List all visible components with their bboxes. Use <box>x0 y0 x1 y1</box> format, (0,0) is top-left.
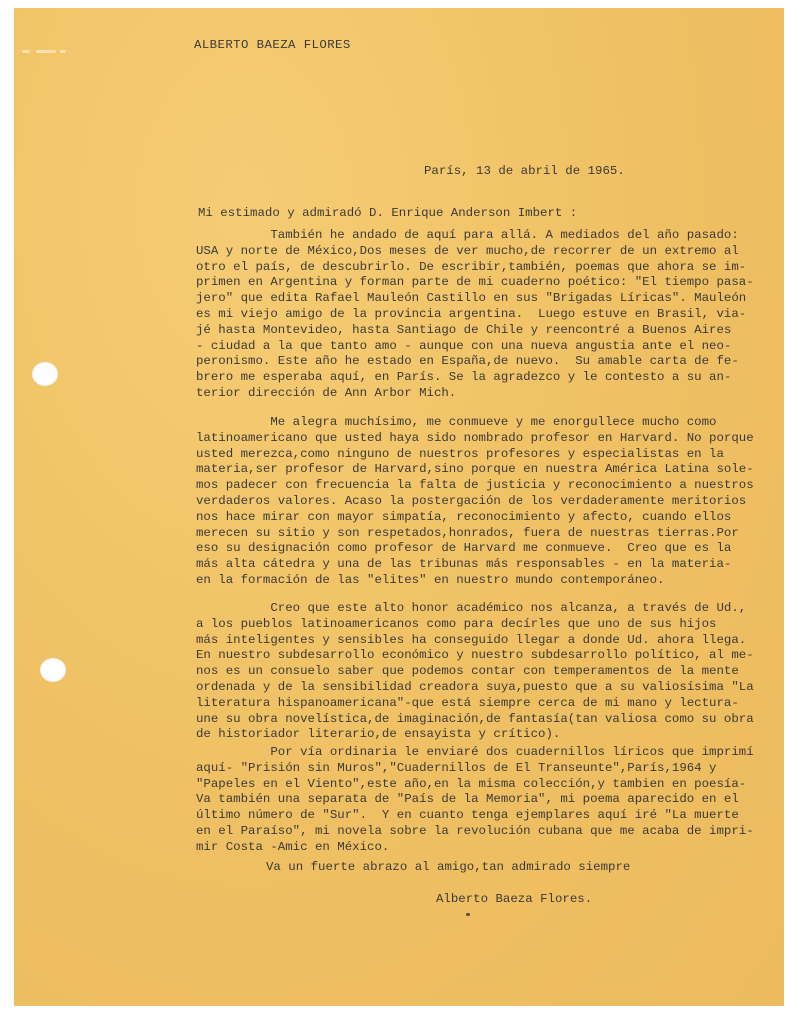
salutation: Mi estimado y admiradó D. Enrique Anderson Imbert : <box>198 206 578 220</box>
dateline: París, 13 de abril de 1965. <box>424 164 625 178</box>
paragraph-books: Por vía ordinaria le enviaré dos cuadernillos líricos que imprimí aquí- "Prisión sin Muros","Cuadernillos de El Transeunte",París,1964 y "Papeles en el Viento",este año,en la misma colección,y tambien en poesía- Va también una separata de "País de la Memoria", mi poema aparecido en el último número de "Sur". Y en cuanto tenga ejemplares aquí iré "La muerte en el Paraíso", mi novela sobre la revolución cubana que me acaba de impri- mir Costa -Amic en México. <box>196 745 754 854</box>
letter-page <box>14 8 784 1006</box>
paragraph-travels: También he andado de aquí para allá. A mediados del año pasado: USA y norte de México,Dos meses de ver mucho,de recorrer de un extremo al otro el país, de descubrirlo. De escribir,también, poemas que ahora se im- primen en Argentina y forman parte de mi cuaderno poético: "El tiempo pasa- jero" que edita Rafael Mauleón Castillo en sus "Brigadas Líricas". Mauleón es mi viejo amigo de la provincia argentina. Luego estuve en Brasil, via- jé hasta Montevideo, hasta Santiago de Chile y reencontré a Buenos Aires - ciudad a la que tanto amo - aunque con una nueva angustia ante el neo- peronismo. Este año he estado en España,de nuevo. Su amable carta de fe- brero me esperaba aquí, en París. Se la agradezco y le contesto a su an- terior dirección de Ann Arbor Mich. <box>196 228 754 400</box>
signature: Alberto Baeza Flores. <box>436 892 593 906</box>
letterhead: ALBERTO BAEZA FLORES <box>194 38 351 52</box>
closing-line: Va un fuerte abrazo al amigo,tan admirado siempre <box>266 860 631 874</box>
punch-hole-upper <box>32 362 58 386</box>
paragraph-honor: Creo que este alto honor académico nos alcanza, a través de Ud., a los pueblos latinoamericanos como para decírles que uno de sus hijos más inteligentes y sensibles ha conseguido llegar a donde Ud. ahora llega. En nuestro subdesarrollo económico y nuestro subdesarrollo político, al me- nos es un consuelo saber que podemos contar con temperamentos de la mente ordenada y de la sensibilidad creadora suya,puesto que a su valiosísima "La literatura hispanoamericana"-que está siempre cerca de mi mano y lectura- une su obra novelística,de imaginación,de fantasía(tan valiosa como su obra de historiador literario,de ensayista y crítico). <box>196 601 754 742</box>
paragraph-harvard: Me alegra muchísimo, me conmueve y me enorgullece mucho como latinoamericano que usted haya sido nombrado profesor en Harvard. No porque usted merezca,como ninguno de nuestros profesores y especialistas en la materia,ser profesor de Harvard,sino porque en nuestra América Latina sole- mos padecer con frecuencia la falta de justicia y reconocimiento a nuestros verdaderos valores. Acaso la postergación de los verdaderamente meritorios nos hace mirar con mayor simpatía, reconocimiento y afecto, cuando ellos merecen su sitio y son respetados,honrados, fuera de nuestras tierras.Por eso su designación como profesor de Harvard me conmueve. Creo que es la más alta cátedra y una de las tribunas más responsables - en la materia- en la formación de las "elites" en nuestro mundo contemporáneo. <box>196 415 754 587</box>
ink-mark <box>466 913 470 916</box>
corner-mark <box>20 48 68 56</box>
punch-hole-lower <box>40 658 66 682</box>
